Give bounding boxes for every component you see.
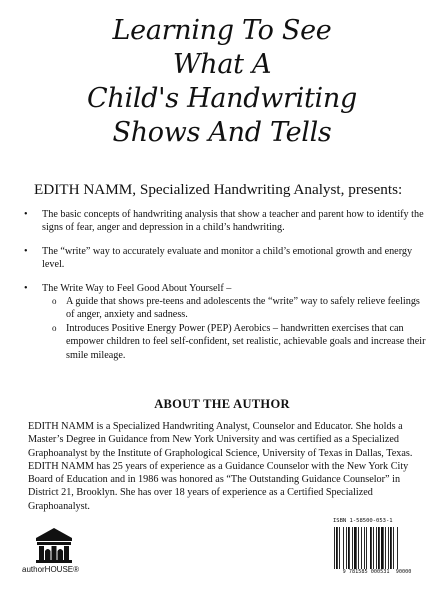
title-line-3: Child's Handwriting [87,83,357,114]
sub-list-item [42,295,427,322]
sub-bullet-text: A guide that shows pre-teens and adolescents the “write” way to safely relieve feelings of anger, anxiety and sadness. [66,296,420,321]
title-line-2: What A [172,49,272,80]
about-heading: ABOUT THE AUTHOR [154,397,290,411]
list-item [22,282,427,362]
barcode-number: 9 781585 000531 [342,569,390,575]
title-line-4: Shows And Tells [112,117,332,148]
bullet-text: The “write” way to accurately evaluate and monitor a child’s emotional growth and energy level. [42,245,413,271]
title-line-1: Learning To See [112,15,332,46]
isbn-label: ISBN 1-58500-053-1 [333,518,393,524]
barcode-digits [334,569,420,575]
barcode-image [334,527,420,569]
publisher-logo [22,527,94,577]
list-item [22,245,427,272]
sub-list-item [42,322,427,362]
feature-list [22,208,427,372]
bullet-text: The basic concepts of handwriting analysis that show a teacher and parent how to identify the signs of fear, anger and depression in a child’s handwriting. [42,209,424,234]
authorhouse-building-icon [34,527,74,563]
price-code: 90000 [395,569,412,575]
book-title [0,14,444,150]
publisher-name: authorHOUSE® [22,565,80,574]
about-paragraph: EDITH NAMM is a Specialized Handwriting Analyst, Counselor and Educator. She holds a Master’s Degree in Guidance from New York University and was certified as a Specialized Graphoanalyst by the Institute of Graphological Science, University of Texas in Dallas, Texas. EDITH NAMM has 25 years of experience as a Guidance Counselor with the New York City Board of Education and in 1986 was honored as “The Outstanding Guidance Counselor” in District 21, Brooklyn. She has over 18 years of experience as a Certified Specialized Graphoanalyst. [28,421,413,512]
presents-line: EDITH NAMM, Specialized Handwriting Analyst, presents: [34,181,403,198]
sub-list [42,295,427,362]
bullet-text: The Write Way to Feel Good About Yourself – [42,282,232,294]
list-item [22,208,427,235]
sub-bullet-text: Introduces Positive Energy Power (PEP) Aerobics – handwritten exercises that can empower children to feel self-confident, set realistic, achievable goals and increase their smile mileage. [66,322,426,361]
